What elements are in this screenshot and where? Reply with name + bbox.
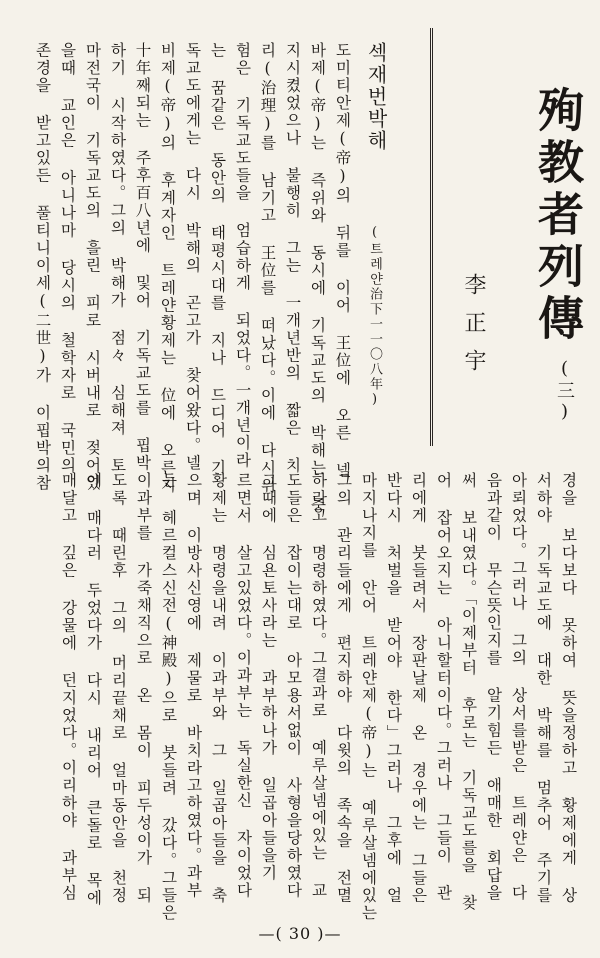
text-column: 독교도에게는 다시 박해의 곤고가 찾어왔다。넬 xyxy=(183,42,202,472)
text-column: 매달고 깊은 강물에 던지었다。이리하야 과부심 xyxy=(59,472,78,902)
text-column: 아뢰었다。그러나 그의 상서를받은 트레얀은 다 xyxy=(509,472,528,902)
text-column: 을때 교인은 아니나마 당시의 철학자로 국민의 xyxy=(58,42,77,475)
section-heading: 섹재번박해 xyxy=(364,42,388,152)
text-column: 이과부를 가죽채직으로 온 몸이 피두성이가 되 xyxy=(134,472,153,905)
text-column: 써 보내였다。「이제부터 후로는 기독교도를을 찾 xyxy=(459,472,478,912)
article-title: 殉教者列傳 xyxy=(531,86,585,346)
text-column: 바제(帝)는 즉위와 동시에 기독교도의 박해는 중 xyxy=(308,42,327,515)
text-column: 도들은 잡이는대로 아모용서없이 사형을당하였다 xyxy=(284,472,303,900)
text-column: 리에게 붓들려서 장판날제 온 경우에는 그들은 xyxy=(409,472,428,905)
text-column: 하기 시작하였다。그의 박해가 점々 심해져 토 xyxy=(108,42,127,475)
text-column: 존경을 받고있든 풀티니이세(二世)가 이핍박의참 xyxy=(33,42,52,492)
article-part-number: (三) xyxy=(554,358,575,424)
page-number: —( 30 )— xyxy=(258,924,342,943)
text-column: 서하야 기독교도에 대한 박해를 멈추어 주기를 xyxy=(534,472,553,905)
text-column: 마전국이 기독교도의 흘린 피로 시버내로 젖어있 xyxy=(83,42,102,492)
text-column: 도미티안제(帝)의 뒤를 이어 王位에 오른 넬 xyxy=(333,42,352,480)
text-column: 마지나지를 안어 트레얀제(帝)는 예루살넴에있는 xyxy=(359,472,378,922)
text-column: 十年째되는 주후百八년에 및어 기독교도를 핍박 xyxy=(133,42,152,472)
text-column: 는 헤르컬스신전(神殿)으로 붓들려 갔다。그들은 xyxy=(159,472,178,922)
text-column: 리(治理)를 남기고 王位를 떠났다。이에 다시위 xyxy=(258,42,277,495)
text-column: 르면서 살고있었다。이과부는 독실한신 자이었다 xyxy=(234,472,253,900)
text-column: 하라고 명령하였다。그결과로 예루살넴에있는 교 xyxy=(309,472,328,900)
text-column: 황제는 명령을내려 이과부와 그 일곱아들을 축 xyxy=(209,472,228,905)
text-column: 그때에 심욘토사라는 과부하나가 일곱아들을기 xyxy=(259,472,278,882)
text-column: 에 매다러 두었다가 다시 내리어 큰돌로 목에 xyxy=(84,472,103,907)
text-column: 어 잡어오지는 아니할터이다。그러나 그들이 관 xyxy=(434,472,453,902)
text-column: 험은 기독교도들을 엄습하게 되었다。一개년이라 xyxy=(233,42,252,470)
author-name: 李正宇 xyxy=(461,273,486,387)
text-column: 는 꿈같은 동안의 태평시대를 지나 드디어 기 xyxy=(208,42,227,477)
text-column: 으며 이방사신영에 제물로 바치라고하였다。과부 xyxy=(184,472,203,900)
text-column: 도록 때린후 그의 머리끝채로 얼마동안을 천정 xyxy=(109,472,128,905)
title-box xyxy=(430,28,593,446)
text-column: 반다시 처벌을 받어야 한다」그러나 그후에 얼 xyxy=(384,472,403,905)
text-column: 비제(帝)의 후계자인 트레얀황제는 位에 오른지 xyxy=(158,42,177,495)
section-note: (트레얀治下一一〇八年) xyxy=(367,225,382,409)
text-column: 음과같이 무슨뜻인지를 알기힘든 애매한 회답을 xyxy=(484,472,503,902)
text-column: 지시켰었으나 불행히 그는 一개년반의 짧은 치 xyxy=(283,42,302,475)
text-column: 경을 보다보다 못하여 뜻을정하고 황제에게 상 xyxy=(559,472,578,905)
text-column: 그의 관리들에게 편지하야 다윗의 족속을 전멸 xyxy=(334,472,353,905)
